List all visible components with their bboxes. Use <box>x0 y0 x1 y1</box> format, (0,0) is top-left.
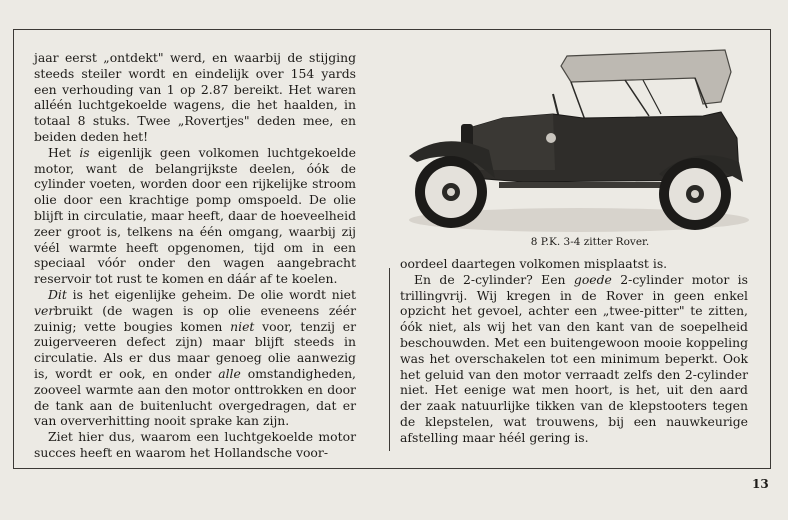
photo-caption: 8 P.K. 3-4 zitter Rover. <box>530 236 650 248</box>
car-illustration <box>403 42 755 234</box>
front-wheel <box>415 156 487 228</box>
page-number: 13 <box>752 477 769 491</box>
paragraph: En de 2-cylinder? Een goede 2-cylinder motor is trillingvrij. Wij kregen in de Rover in geen enkel opzicht het gevoel, achter een „twee-pitter" te zitten, óók niet, als wij het van den kant van de soepelheid beschouwden. Met een buitengewoon mooie koppeling was het overschakelen tot een minimum beperkt. Ook het geluid van den motor verraadt zelfs den 2-cylinder niet. Het eenige wat men hoort, is het, uit den aard der zaak natuurlijke tikken van de klepstooters tegen de klepstelen, wat trouwens, bij een nauwkeurige afstelling maar héél gering is. <box>400 271 749 445</box>
column-divider <box>389 268 390 451</box>
right-column <box>400 256 748 446</box>
rear-wheel <box>659 158 731 230</box>
left-column <box>34 50 356 461</box>
paragraph: Het is eigenlijk geen volkomen luchtgekoelde motor, want de belangrijkste deelen, óók de cylinder voeten, worden door een rijkelijke stroom olie door een krachtige pomp omspoeld. De olie blijft in circulatie, maar heeft, daar de hoeveelheid zeer groot is, telkens na één omgang, waarbij zij véél warmte heeft opgenomen, tijd om in een speciaal vóór onder den wagen aangebracht reservoir tot rust te komen en dáár af te koelen. <box>34 144 356 287</box>
paragraph: jaar eerst „ontdekt" werd, en waarbij de stijging steeds steiler wordt en eindelijk over 154 yards een verhouding van 1 op 2.87 bereikt. Het waren alléén luchtgekoelde wagens, die het haalden, in totaal 8 stuks. Twee „Rovertjes" deden mee, en beiden deden het! <box>34 50 356 144</box>
paragraph: Dit is het eigenlijke geheim. De olie wordt niet verbruikt (de wagen is op olie eveneens zéér zuinig; vette bougies komen niet voor, tenzij er zuigerveeren defect zijn) maar blijft steeds in circulatie. Als er dus maar genoeg olie aanwezig is, wordt er ook, en onder alle omstandigheden, zooveel warmte aan den motor onttrokken en door de tank aan de buitenlucht overgedragen, dat er van oververhitting nooit sprake kan zijn. <box>34 286 356 429</box>
paragraph: Ziet hier dus, waarom een luchtgekoelde motor succes heeft en waarom het Hollandsche voor- <box>34 429 356 460</box>
paragraph: oordeel daartegen volkomen misplaatst is. <box>400 256 668 271</box>
